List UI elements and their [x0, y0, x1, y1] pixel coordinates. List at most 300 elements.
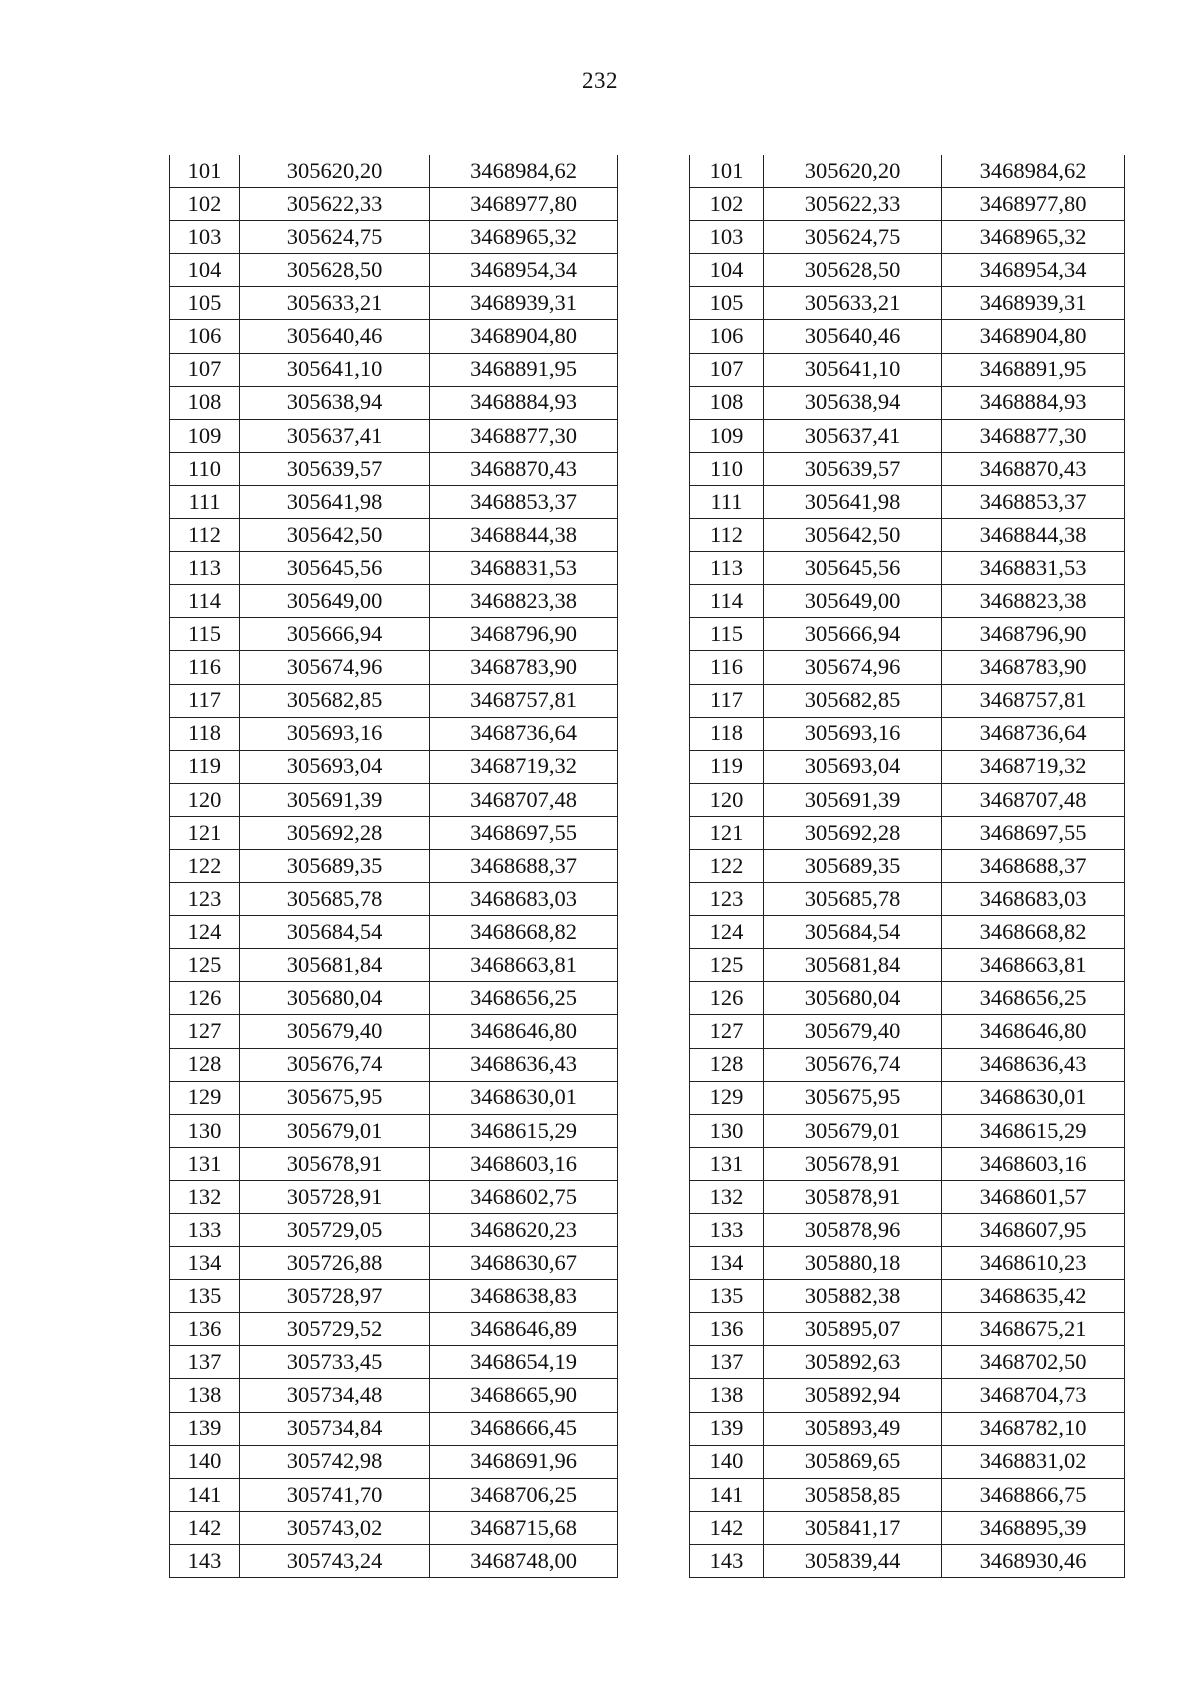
- x-coordinate-cell: 305641,98: [240, 485, 430, 518]
- y-coordinate-cell: 3468688,37: [430, 849, 618, 882]
- table-row: [170, 353, 618, 386]
- table-row: [170, 1081, 618, 1114]
- x-coordinate-cell: 305742,98: [240, 1445, 430, 1478]
- x-coordinate-cell: 305684,54: [240, 916, 430, 949]
- x-coordinate-cell: 305685,78: [240, 883, 430, 916]
- x-coordinate-cell: 305839,44: [764, 1544, 942, 1577]
- point-number-cell: 138: [690, 1379, 764, 1412]
- y-coordinate-cell: 3468630,01: [430, 1081, 618, 1114]
- x-coordinate-cell: 305869,65: [764, 1445, 942, 1478]
- point-number-cell: 142: [170, 1511, 240, 1544]
- point-number-cell: 121: [170, 816, 240, 849]
- table-row: [170, 1379, 618, 1412]
- table-row: [170, 982, 618, 1015]
- table-row: [170, 1214, 618, 1247]
- point-number-cell: 102: [170, 188, 240, 221]
- x-coordinate-cell: 305682,85: [240, 684, 430, 717]
- x-coordinate-cell: 305692,28: [764, 816, 942, 849]
- y-coordinate-cell: 3468782,10: [942, 1412, 1125, 1445]
- point-number-cell: 117: [690, 684, 764, 717]
- table-row: [170, 1346, 618, 1379]
- x-coordinate-cell: 305649,00: [240, 585, 430, 618]
- point-number-cell: 111: [170, 485, 240, 518]
- y-coordinate-cell: 3468891,95: [430, 353, 618, 386]
- x-coordinate-cell: 305679,40: [764, 1015, 942, 1048]
- x-coordinate-cell: 305685,78: [764, 883, 942, 916]
- point-number-cell: 143: [170, 1544, 240, 1577]
- table-row: [170, 916, 618, 949]
- point-number-cell: 108: [170, 386, 240, 419]
- table-row: [690, 1478, 1125, 1511]
- x-coordinate-cell: 305666,94: [240, 618, 430, 651]
- table-row: [690, 783, 1125, 816]
- x-coordinate-cell: 305878,96: [764, 1214, 942, 1247]
- point-number-cell: 107: [170, 353, 240, 386]
- table-row: [170, 1280, 618, 1313]
- point-number-cell: 113: [690, 552, 764, 585]
- y-coordinate-cell: 3468853,37: [430, 485, 618, 518]
- x-coordinate-cell: 305680,04: [764, 982, 942, 1015]
- y-coordinate-cell: 3468601,57: [942, 1180, 1125, 1213]
- y-coordinate-cell: 3468663,81: [430, 949, 618, 982]
- table-row: [690, 1412, 1125, 1445]
- point-number-cell: 117: [170, 684, 240, 717]
- x-coordinate-cell: 305639,57: [240, 452, 430, 485]
- x-coordinate-cell: 305692,28: [240, 816, 430, 849]
- point-number-cell: 105: [170, 287, 240, 320]
- table-row: [690, 883, 1125, 916]
- coordinates-table-right-body: [690, 155, 1125, 1578]
- point-number-cell: 115: [690, 618, 764, 651]
- point-number-cell: 114: [690, 585, 764, 618]
- table-row: [170, 1114, 618, 1147]
- y-coordinate-cell: 3468984,62: [942, 155, 1125, 188]
- point-number-cell: 123: [170, 883, 240, 916]
- x-coordinate-cell: 305638,94: [764, 386, 942, 419]
- point-number-cell: 131: [690, 1147, 764, 1180]
- table-row: [170, 1544, 618, 1577]
- point-number-cell: 111: [690, 485, 764, 518]
- x-coordinate-cell: 305892,94: [764, 1379, 942, 1412]
- point-number-cell: 105: [690, 287, 764, 320]
- y-coordinate-cell: 3468736,64: [942, 717, 1125, 750]
- y-coordinate-cell: 3468831,53: [942, 552, 1125, 585]
- x-coordinate-cell: 305628,50: [240, 254, 430, 287]
- y-coordinate-cell: 3468603,16: [942, 1147, 1125, 1180]
- y-coordinate-cell: 3468736,64: [430, 717, 618, 750]
- x-coordinate-cell: 305622,33: [764, 188, 942, 221]
- y-coordinate-cell: 3468757,81: [430, 684, 618, 717]
- y-coordinate-cell: 3468615,29: [430, 1114, 618, 1147]
- page-number: 232: [582, 68, 618, 93]
- y-coordinate-cell: 3468748,00: [430, 1544, 618, 1577]
- y-coordinate-cell: 3468654,19: [430, 1346, 618, 1379]
- y-coordinate-cell: 3468707,48: [430, 783, 618, 816]
- y-coordinate-cell: 3468853,37: [942, 485, 1125, 518]
- table-row: [690, 155, 1125, 188]
- y-coordinate-cell: 3468646,89: [430, 1313, 618, 1346]
- x-coordinate-cell: 305895,07: [764, 1313, 942, 1346]
- y-coordinate-cell: 3468675,21: [942, 1313, 1125, 1346]
- table-row: [170, 320, 618, 353]
- x-coordinate-cell: 305679,01: [764, 1114, 942, 1147]
- table-row: [170, 1511, 618, 1544]
- point-number-cell: 132: [170, 1180, 240, 1213]
- x-coordinate-cell: 305675,95: [240, 1081, 430, 1114]
- y-coordinate-cell: 3468683,03: [942, 883, 1125, 916]
- x-coordinate-cell: 305633,21: [764, 287, 942, 320]
- x-coordinate-cell: 305622,33: [240, 188, 430, 221]
- y-coordinate-cell: 3468823,38: [942, 585, 1125, 618]
- point-number-cell: 136: [170, 1313, 240, 1346]
- y-coordinate-cell: 3468630,01: [942, 1081, 1125, 1114]
- x-coordinate-cell: 305734,48: [240, 1379, 430, 1412]
- y-coordinate-cell: 3468636,43: [942, 1048, 1125, 1081]
- y-coordinate-cell: 3468831,53: [430, 552, 618, 585]
- point-number-cell: 104: [170, 254, 240, 287]
- table-row: [170, 1247, 618, 1280]
- x-coordinate-cell: 305645,56: [764, 552, 942, 585]
- table-row: [170, 221, 618, 254]
- y-coordinate-cell: 3468668,82: [430, 916, 618, 949]
- table-row: [690, 849, 1125, 882]
- y-coordinate-cell: 3468977,80: [942, 188, 1125, 221]
- x-coordinate-cell: 305681,84: [240, 949, 430, 982]
- point-number-cell: 124: [690, 916, 764, 949]
- table-row: [170, 717, 618, 750]
- point-number-cell: 138: [170, 1379, 240, 1412]
- table-row: [170, 1478, 618, 1511]
- x-coordinate-cell: 305689,35: [764, 849, 942, 882]
- y-coordinate-cell: 3468666,45: [430, 1412, 618, 1445]
- y-coordinate-cell: 3468939,31: [430, 287, 618, 320]
- table-row: [170, 287, 618, 320]
- point-number-cell: 129: [690, 1081, 764, 1114]
- point-number-cell: 110: [170, 452, 240, 485]
- point-number-cell: 131: [170, 1147, 240, 1180]
- table-row: [690, 1214, 1125, 1247]
- x-coordinate-cell: 305679,40: [240, 1015, 430, 1048]
- table-row: [690, 1015, 1125, 1048]
- point-number-cell: 141: [690, 1478, 764, 1511]
- x-coordinate-cell: 305858,85: [764, 1478, 942, 1511]
- point-number-cell: 122: [170, 849, 240, 882]
- table-row: [690, 287, 1125, 320]
- table-row: [170, 849, 618, 882]
- x-coordinate-cell: 305841,17: [764, 1511, 942, 1544]
- table-row: [690, 353, 1125, 386]
- point-number-cell: 125: [170, 949, 240, 982]
- y-coordinate-cell: 3468884,93: [430, 386, 618, 419]
- y-coordinate-cell: 3468668,82: [942, 916, 1125, 949]
- y-coordinate-cell: 3468719,32: [430, 750, 618, 783]
- point-number-cell: 115: [170, 618, 240, 651]
- y-coordinate-cell: 3468783,90: [430, 651, 618, 684]
- y-coordinate-cell: 3468635,42: [942, 1280, 1125, 1313]
- point-number-cell: 137: [690, 1346, 764, 1379]
- table-row: [690, 1048, 1125, 1081]
- point-number-cell: 119: [170, 750, 240, 783]
- x-coordinate-cell: 305693,04: [764, 750, 942, 783]
- x-coordinate-cell: 305637,41: [764, 419, 942, 452]
- point-number-cell: 133: [170, 1214, 240, 1247]
- point-number-cell: 101: [170, 155, 240, 188]
- x-coordinate-cell: 305645,56: [240, 552, 430, 585]
- point-number-cell: 103: [690, 221, 764, 254]
- point-number-cell: 134: [170, 1247, 240, 1280]
- y-coordinate-cell: 3468930,46: [942, 1544, 1125, 1577]
- point-number-cell: 118: [170, 717, 240, 750]
- table-row: [690, 1379, 1125, 1412]
- table-row: [690, 982, 1125, 1015]
- point-number-cell: 128: [690, 1048, 764, 1081]
- y-coordinate-cell: 3468904,80: [430, 320, 618, 353]
- x-coordinate-cell: 305641,10: [240, 353, 430, 386]
- x-coordinate-cell: 305880,18: [764, 1247, 942, 1280]
- x-coordinate-cell: 305728,91: [240, 1180, 430, 1213]
- y-coordinate-cell: 3468691,96: [430, 1445, 618, 1478]
- x-coordinate-cell: 305741,70: [240, 1478, 430, 1511]
- point-number-cell: 127: [690, 1015, 764, 1048]
- y-coordinate-cell: 3468683,03: [430, 883, 618, 916]
- x-coordinate-cell: 305729,05: [240, 1214, 430, 1247]
- point-number-cell: 110: [690, 452, 764, 485]
- y-coordinate-cell: 3468638,83: [430, 1280, 618, 1313]
- x-coordinate-cell: 305649,00: [764, 585, 942, 618]
- point-number-cell: 123: [690, 883, 764, 916]
- table-row: [170, 949, 618, 982]
- y-coordinate-cell: 3468891,95: [942, 353, 1125, 386]
- table-row: [690, 485, 1125, 518]
- point-number-cell: 137: [170, 1346, 240, 1379]
- x-coordinate-cell: 305734,84: [240, 1412, 430, 1445]
- point-number-cell: 126: [690, 982, 764, 1015]
- x-coordinate-cell: 305638,94: [240, 386, 430, 419]
- table-row: [170, 485, 618, 518]
- x-coordinate-cell: 305633,21: [240, 287, 430, 320]
- table-row: [690, 1511, 1125, 1544]
- table-row: [170, 1445, 618, 1478]
- point-number-cell: 139: [690, 1412, 764, 1445]
- x-coordinate-cell: 305691,39: [240, 783, 430, 816]
- table-row: [690, 1544, 1125, 1577]
- table-row: [690, 552, 1125, 585]
- point-number-cell: 140: [170, 1445, 240, 1478]
- y-coordinate-cell: 3468602,75: [430, 1180, 618, 1213]
- y-coordinate-cell: 3468954,34: [430, 254, 618, 287]
- point-number-cell: 107: [690, 353, 764, 386]
- table-row: [170, 452, 618, 485]
- x-coordinate-cell: 305678,91: [240, 1147, 430, 1180]
- x-coordinate-cell: 305678,91: [764, 1147, 942, 1180]
- x-coordinate-cell: 305666,94: [764, 618, 942, 651]
- y-coordinate-cell: 3468844,38: [430, 519, 618, 552]
- point-number-cell: 120: [690, 783, 764, 816]
- table-row: [690, 816, 1125, 849]
- point-number-cell: 134: [690, 1247, 764, 1280]
- table-row: [170, 816, 618, 849]
- y-coordinate-cell: 3468702,50: [942, 1346, 1125, 1379]
- y-coordinate-cell: 3468656,25: [430, 982, 618, 1015]
- y-coordinate-cell: 3468866,75: [942, 1478, 1125, 1511]
- point-number-cell: 141: [170, 1478, 240, 1511]
- x-coordinate-cell: 305882,38: [764, 1280, 942, 1313]
- table-row: [170, 519, 618, 552]
- y-coordinate-cell: 3468636,43: [430, 1048, 618, 1081]
- x-coordinate-cell: 305642,50: [240, 519, 430, 552]
- table-row: [170, 1015, 618, 1048]
- table-row: [170, 750, 618, 783]
- x-coordinate-cell: 305624,75: [764, 221, 942, 254]
- coordinates-table-left-body: [170, 155, 618, 1578]
- y-coordinate-cell: 3468783,90: [942, 651, 1125, 684]
- x-coordinate-cell: 305682,85: [764, 684, 942, 717]
- y-coordinate-cell: 3468870,43: [942, 452, 1125, 485]
- x-coordinate-cell: 305620,20: [764, 155, 942, 188]
- x-coordinate-cell: 305693,16: [764, 717, 942, 750]
- table-row: [170, 155, 618, 188]
- point-number-cell: 106: [690, 320, 764, 353]
- y-coordinate-cell: 3468603,16: [430, 1147, 618, 1180]
- point-number-cell: 139: [170, 1412, 240, 1445]
- y-coordinate-cell: 3468895,39: [942, 1511, 1125, 1544]
- table-row: [170, 883, 618, 916]
- x-coordinate-cell: 305642,50: [764, 519, 942, 552]
- y-coordinate-cell: 3468646,80: [430, 1015, 618, 1048]
- coordinates-table-left: [169, 155, 618, 1578]
- x-coordinate-cell: 305743,24: [240, 1544, 430, 1577]
- table-row: [690, 254, 1125, 287]
- x-coordinate-cell: 305689,35: [240, 849, 430, 882]
- table-row: [690, 1280, 1125, 1313]
- table-row: [690, 1445, 1125, 1478]
- point-number-cell: 135: [170, 1280, 240, 1313]
- y-coordinate-cell: 3468965,32: [942, 221, 1125, 254]
- table-row: [170, 386, 618, 419]
- point-number-cell: 130: [690, 1114, 764, 1147]
- y-coordinate-cell: 3468870,43: [430, 452, 618, 485]
- y-coordinate-cell: 3468706,25: [430, 1478, 618, 1511]
- y-coordinate-cell: 3468939,31: [942, 287, 1125, 320]
- y-coordinate-cell: 3468884,93: [942, 386, 1125, 419]
- y-coordinate-cell: 3468977,80: [430, 188, 618, 221]
- y-coordinate-cell: 3468704,73: [942, 1379, 1125, 1412]
- table-row: [170, 585, 618, 618]
- y-coordinate-cell: 3468757,81: [942, 684, 1125, 717]
- y-coordinate-cell: 3468965,32: [430, 221, 618, 254]
- y-coordinate-cell: 3468984,62: [430, 155, 618, 188]
- x-coordinate-cell: 305676,74: [764, 1048, 942, 1081]
- y-coordinate-cell: 3468656,25: [942, 982, 1125, 1015]
- x-coordinate-cell: 305693,16: [240, 717, 430, 750]
- y-coordinate-cell: 3468844,38: [942, 519, 1125, 552]
- y-coordinate-cell: 3468877,30: [942, 419, 1125, 452]
- x-coordinate-cell: 305728,97: [240, 1280, 430, 1313]
- table-row: [170, 1180, 618, 1213]
- x-coordinate-cell: 305743,02: [240, 1511, 430, 1544]
- table-row: [690, 188, 1125, 221]
- y-coordinate-cell: 3468954,34: [942, 254, 1125, 287]
- table-row: [690, 320, 1125, 353]
- table-row: [170, 552, 618, 585]
- point-number-cell: 128: [170, 1048, 240, 1081]
- table-row: [170, 651, 618, 684]
- x-coordinate-cell: 305733,45: [240, 1346, 430, 1379]
- x-coordinate-cell: 305639,57: [764, 452, 942, 485]
- point-number-cell: 109: [690, 419, 764, 452]
- x-coordinate-cell: 305680,04: [240, 982, 430, 1015]
- table-row: [690, 1081, 1125, 1114]
- table-row: [690, 651, 1125, 684]
- y-coordinate-cell: 3468707,48: [942, 783, 1125, 816]
- x-coordinate-cell: 305893,49: [764, 1412, 942, 1445]
- table-row: [690, 1114, 1125, 1147]
- point-number-cell: 101: [690, 155, 764, 188]
- table-row: [170, 783, 618, 816]
- y-coordinate-cell: 3468904,80: [942, 320, 1125, 353]
- point-number-cell: 118: [690, 717, 764, 750]
- x-coordinate-cell: 305674,96: [240, 651, 430, 684]
- point-number-cell: 132: [690, 1180, 764, 1213]
- table-row: [690, 1147, 1125, 1180]
- point-number-cell: 104: [690, 254, 764, 287]
- y-coordinate-cell: 3468688,37: [942, 849, 1125, 882]
- table-row: [170, 1412, 618, 1445]
- table-row: [690, 519, 1125, 552]
- table-row: [690, 750, 1125, 783]
- point-number-cell: 130: [170, 1114, 240, 1147]
- y-coordinate-cell: 3468630,67: [430, 1247, 618, 1280]
- y-coordinate-cell: 3468620,23: [430, 1214, 618, 1247]
- y-coordinate-cell: 3468796,90: [942, 618, 1125, 651]
- table-row: [690, 1247, 1125, 1280]
- y-coordinate-cell: 3468697,55: [430, 816, 618, 849]
- point-number-cell: 127: [170, 1015, 240, 1048]
- point-number-cell: 102: [690, 188, 764, 221]
- table-row: [690, 618, 1125, 651]
- x-coordinate-cell: 305726,88: [240, 1247, 430, 1280]
- y-coordinate-cell: 3468615,29: [942, 1114, 1125, 1147]
- x-coordinate-cell: 305637,41: [240, 419, 430, 452]
- point-number-cell: 116: [170, 651, 240, 684]
- table-row: [690, 949, 1125, 982]
- y-coordinate-cell: 3468715,68: [430, 1511, 618, 1544]
- point-number-cell: 112: [690, 519, 764, 552]
- point-number-cell: 143: [690, 1544, 764, 1577]
- table-row: [690, 221, 1125, 254]
- y-coordinate-cell: 3468665,90: [430, 1379, 618, 1412]
- x-coordinate-cell: 305641,98: [764, 485, 942, 518]
- table-row: [690, 916, 1125, 949]
- table-row: [690, 684, 1125, 717]
- table-row: [170, 1048, 618, 1081]
- point-number-cell: 125: [690, 949, 764, 982]
- point-number-cell: 106: [170, 320, 240, 353]
- x-coordinate-cell: 305675,95: [764, 1081, 942, 1114]
- table-row: [690, 1313, 1125, 1346]
- table-row: [690, 419, 1125, 452]
- x-coordinate-cell: 305640,46: [764, 320, 942, 353]
- x-coordinate-cell: 305684,54: [764, 916, 942, 949]
- x-coordinate-cell: 305620,20: [240, 155, 430, 188]
- coordinates-table-right: [689, 155, 1125, 1578]
- table-row: [690, 1180, 1125, 1213]
- point-number-cell: 112: [170, 519, 240, 552]
- table-row: [170, 618, 618, 651]
- point-number-cell: 108: [690, 386, 764, 419]
- point-number-cell: 109: [170, 419, 240, 452]
- point-number-cell: 126: [170, 982, 240, 1015]
